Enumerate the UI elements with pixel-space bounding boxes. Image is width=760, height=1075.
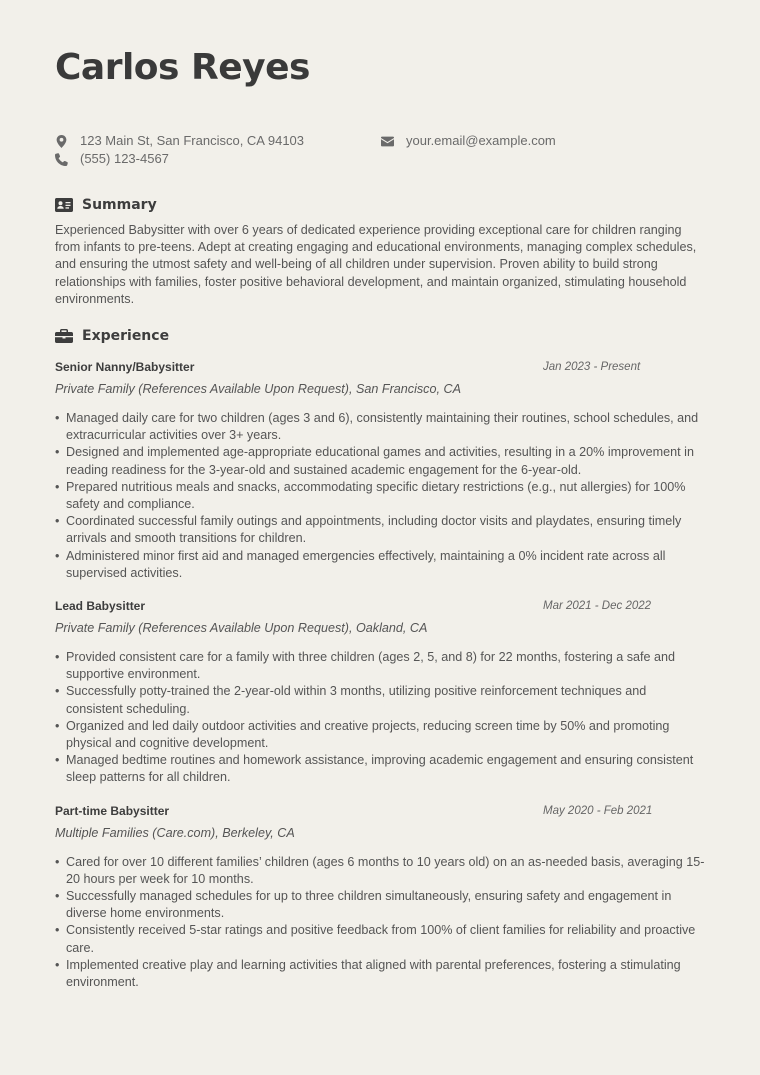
job-company: Multiple Families (Care.com), Berkeley, CA	[55, 825, 295, 840]
job-bullet: • Coordinated successful family outings and appointments, including doctor visits and playdates, ensuring timely arrivals and smooth transitions for children.	[55, 513, 705, 547]
contact-phone	[55, 150, 169, 168]
contact-info	[55, 132, 705, 172]
phone-icon	[55, 153, 68, 166]
job-bullet: • Managed daily care for two children (ages 3 and 6), consistently maintaining their routines, school schedules, and extracurricular activities over 3+ years.	[55, 410, 705, 444]
job-company: Private Family (References Available Upon Request), Oakland, CA	[55, 621, 428, 636]
job-bullets	[55, 854, 705, 992]
summary-heading	[55, 197, 705, 213]
job-title: Senior Nanny/Babysitter	[55, 360, 195, 375]
job-bullet: • Managed bedtime routines and homework assistance, improving academic engagement and ensuring consistent sleep patterns for all children.	[55, 752, 705, 786]
job-entry	[55, 359, 705, 582]
job-title: Lead Babysitter	[55, 599, 146, 614]
candidate-name: Carlos Reyes	[55, 47, 310, 88]
contact-address	[55, 132, 304, 150]
job-entry	[55, 598, 705, 787]
envelope-icon	[381, 135, 394, 148]
email-text[interactable]: your.email@example.com	[406, 133, 556, 148]
map-marker-icon	[55, 135, 68, 148]
summary-heading-label: Summary	[82, 197, 157, 213]
job-bullet: • Provided consistent care for a family with three children (ages 2, 5, and 8) for 22 months, fostering a safe and supportive environment.	[55, 649, 705, 683]
summary-text: Experienced Babysitter with over 6 years of dedicated experience providing exceptional care for children ranging from infants to pre-teens. Adept at creating engaging and educational environments, managing complex schedules, and ensuring the utmost safety and well-being of all children under supervision. Proven ability to build strong relationships with families, foster positive behavioral development, and maintain organized, stimulating household environments.	[55, 223, 697, 306]
job-dates: Mar 2021 - Dec 2022	[543, 600, 652, 613]
job-bullet: • Designed and implemented age-appropriate educational games and activities, resulting in a 20% improvement in reading readiness for the 3-year-old and sustained academic engagement for the 6-year-old.	[55, 444, 705, 478]
job-dates: Jan 2023 - Present	[543, 361, 641, 374]
briefcase-icon	[55, 329, 73, 343]
job-title: Part-time Babysitter	[55, 803, 170, 818]
job-entry	[55, 803, 705, 992]
job-bullet: • Successfully potty-trained the 2-year-old within 3 months, utilizing positive reinforcement techniques and consistent scheduling.	[55, 683, 705, 717]
job-bullets	[55, 649, 705, 787]
experience-heading-label: Experience	[82, 328, 170, 345]
job-bullet: • Prepared nutritious meals and snacks, accommodating specific dietary restrictions (e.g., nut allergies) for 100% safety and compliance.	[55, 479, 705, 513]
id-card-icon	[55, 198, 73, 212]
job-bullet: • Administered minor first aid and managed emergencies effectively, maintaining a 0% incident rate across all supervised activities.	[55, 548, 705, 582]
job-bullets	[55, 410, 705, 582]
contact-email	[381, 132, 556, 150]
job-bullet: • Consistently received 5-star ratings and positive feedback from 100% of client families for reliability and proactive care.	[55, 922, 705, 956]
job-bullet: • Organized and led daily outdoor activities and creative projects, reducing screen time by 50% and promoting physical and cognitive development.	[55, 718, 705, 752]
job-bullet: • Implemented creative play and learning activities that aligned with parental preferences, fostering a stimulating environment.	[55, 957, 705, 991]
phone-text: (555) 123-4567	[80, 151, 169, 166]
job-bullet: • Cared for over 10 different families’ children (ages 6 months to 10 years old) on an as-needed basis, averaging 15-20 hours per week for 10 months.	[55, 854, 705, 888]
job-company: Private Family (References Available Upon Request), San Francisco, CA	[55, 382, 461, 397]
address-text: 123 Main St, San Francisco, CA 94103	[80, 133, 305, 148]
job-dates: May 2020 - Feb 2021	[543, 804, 653, 817]
job-bullet: • Successfully managed schedules for up to three children simultaneously, ensuring safety and engagement in diverse home environments.	[55, 888, 705, 922]
experience-heading	[55, 328, 705, 344]
